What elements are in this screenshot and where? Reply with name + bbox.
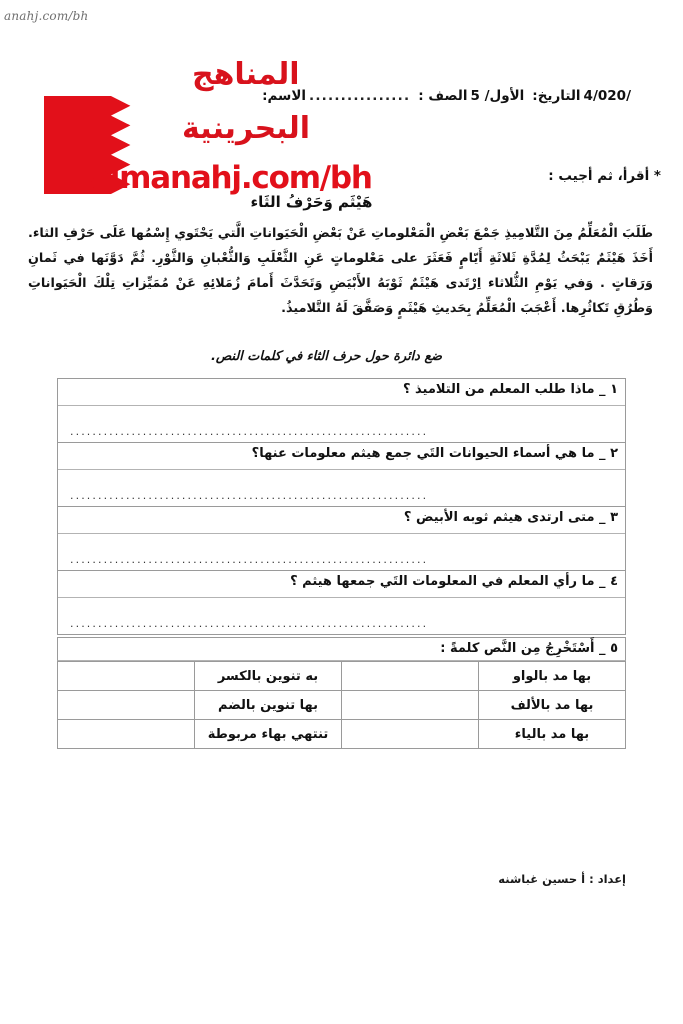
row-2-left-blank[interactable] — [58, 691, 195, 720]
passage-body — [28, 222, 653, 322]
question-dash-3: _ — [599, 510, 606, 525]
question-block-4 — [57, 570, 626, 635]
row-1-right-label: بها مد بالواو — [478, 662, 625, 691]
class-field — [418, 88, 524, 104]
question-block-3 — [57, 506, 626, 570]
name-label: الاسم: — [262, 88, 307, 104]
question-text-3: متى ارتدى هيثم ثوبه الأبيض ؟ — [403, 510, 595, 525]
logo-url-text: almanahj.com/bh — [90, 160, 372, 196]
question-dash-4: _ — [599, 574, 606, 589]
answer-dotted-line-1: ................................................................ — [70, 425, 429, 438]
row-3-right-label: بها مد بالياء — [478, 720, 625, 749]
question-number-4: ٤ — [610, 574, 618, 589]
question-prompt-4 — [58, 571, 625, 598]
question-dash-5: _ — [599, 641, 606, 656]
row-2-left-label: بها تنوين بالضم — [194, 691, 341, 720]
row-3-right-blank[interactable] — [342, 720, 479, 749]
question-prompt-5 — [57, 637, 626, 661]
question-dash-2: _ — [599, 446, 606, 461]
class-value: الأول/ 5 — [470, 88, 525, 104]
question-text-1: ماذا طلب المعلم من التلاميذ ؟ — [402, 382, 595, 397]
question-block-1 — [57, 378, 626, 442]
answer-area-2[interactable] — [58, 470, 625, 506]
read-instruction: * أقرأ، ثم أجيب : — [548, 168, 661, 184]
name-dots: ................ — [309, 88, 411, 104]
question-number-1: ١ — [610, 382, 618, 397]
question-prompt-2 — [58, 443, 625, 470]
logo-arabic-line-2: البحرينية — [182, 111, 311, 146]
answer-area-4[interactable] — [58, 598, 625, 634]
question-text-2: ما هي أسماء الحيوانات التَي جمع هيثم معلومات عنها؟ — [251, 446, 595, 461]
almanahj-logo — [42, 52, 372, 196]
table-row — [58, 662, 626, 691]
class-label: الصف : — [418, 88, 468, 104]
word-extraction-table — [57, 661, 626, 749]
question-prompt-1 — [58, 379, 625, 406]
answer-area-1[interactable] — [58, 406, 625, 442]
row-1-left-blank[interactable] — [58, 662, 195, 691]
table-row — [58, 691, 626, 720]
question-number-5: ٥ — [610, 641, 618, 656]
row-2-right-blank[interactable] — [342, 691, 479, 720]
passage-text: طَلَبَ الْمُعَلِّمُ مِنَ التَّلامِيذِ جَمْعَ بَعْضِ الْمَعْلوماتِ عَنْ بَعْضِ الْحَيَواناتِ الَّتي يَحْتَوي إِسْمُها عَلَى حَرْفِ الثاء. أَخَذَ هَيْثَمٌ يَبْحَثُ لِمُدَّةِ ثَلاثَةِ أَيّامٍ فَعَثَرَ على مَعْلوماتٍ عَنِ الثَّعْلَبِ وَالثُّعْبانِ وَالثَّوْرِ. ثُمَّ دَوَّنَها في ثَمانِ وَرَقاتٍ . وَفي يَوْمِ الثُّلاثاء اِرْتَدى هَيْثَمٌ ثَوْبَهُ الأَبْيَضِ وَتَحَدَّثَ أَمامَ زُمَلائِهِ عَنْ مُمَيِّزاتِ تِلْكَ الْحَيَواناتِ وَطُرُقِ تَكاثُرِها. أَعْجَبَ الْمُعَلِّمُ بِحَديثِ هَيْثَمٍ وَصَفَّقَ لَهُ التَّلاميذُ. — [28, 226, 653, 316]
answer-dotted-line-3: ................................................................ — [70, 553, 429, 566]
row-3-left-blank[interactable] — [58, 720, 195, 749]
question-prompt-3 — [58, 507, 625, 534]
questions-list — [57, 378, 626, 635]
row-1-right-blank[interactable] — [342, 662, 479, 691]
row-2-right-label: بها مد بالألف — [478, 691, 625, 720]
question-block-5 — [57, 637, 626, 749]
question-text-4: ما رأي المعلم في المعلومات التَي جمعها هيثم ؟ — [290, 574, 595, 589]
table-row — [58, 720, 626, 749]
answer-area-3[interactable] — [58, 534, 625, 570]
question-dash-1: _ — [599, 382, 606, 397]
logo-arabic-line-1: المناهج — [192, 57, 300, 92]
answer-dotted-line-2: ................................................................ — [70, 489, 429, 502]
passage-title: هَيْثَم وَحَرْفُ الثَاء — [250, 193, 373, 211]
question-number-2: ٢ — [610, 446, 618, 461]
row-3-left-label: تنتهي بهاء مربوطة — [194, 720, 341, 749]
date-value: /4/020 — [583, 88, 631, 104]
row-1-left-label: به تنوين بالكسر — [194, 662, 341, 691]
date-label: التاريخ: — [532, 88, 581, 104]
circle-letter-instruction: ضع دائرة حول حرف الثاء في كلمات النص. — [210, 349, 443, 364]
corner-watermark-text: anahj.com/bh — [4, 9, 89, 23]
prepared-by-footer: إعداد : أ حسين غباشنه — [498, 872, 626, 886]
question-block-2 — [57, 442, 626, 506]
question-number-3: ٣ — [610, 510, 618, 525]
question-text-5: أَسْتَخْرِجُ مِن النَّص كلمةً : — [440, 641, 595, 656]
date-field — [532, 88, 631, 104]
answer-dotted-line-4: ................................................................ — [70, 617, 429, 630]
